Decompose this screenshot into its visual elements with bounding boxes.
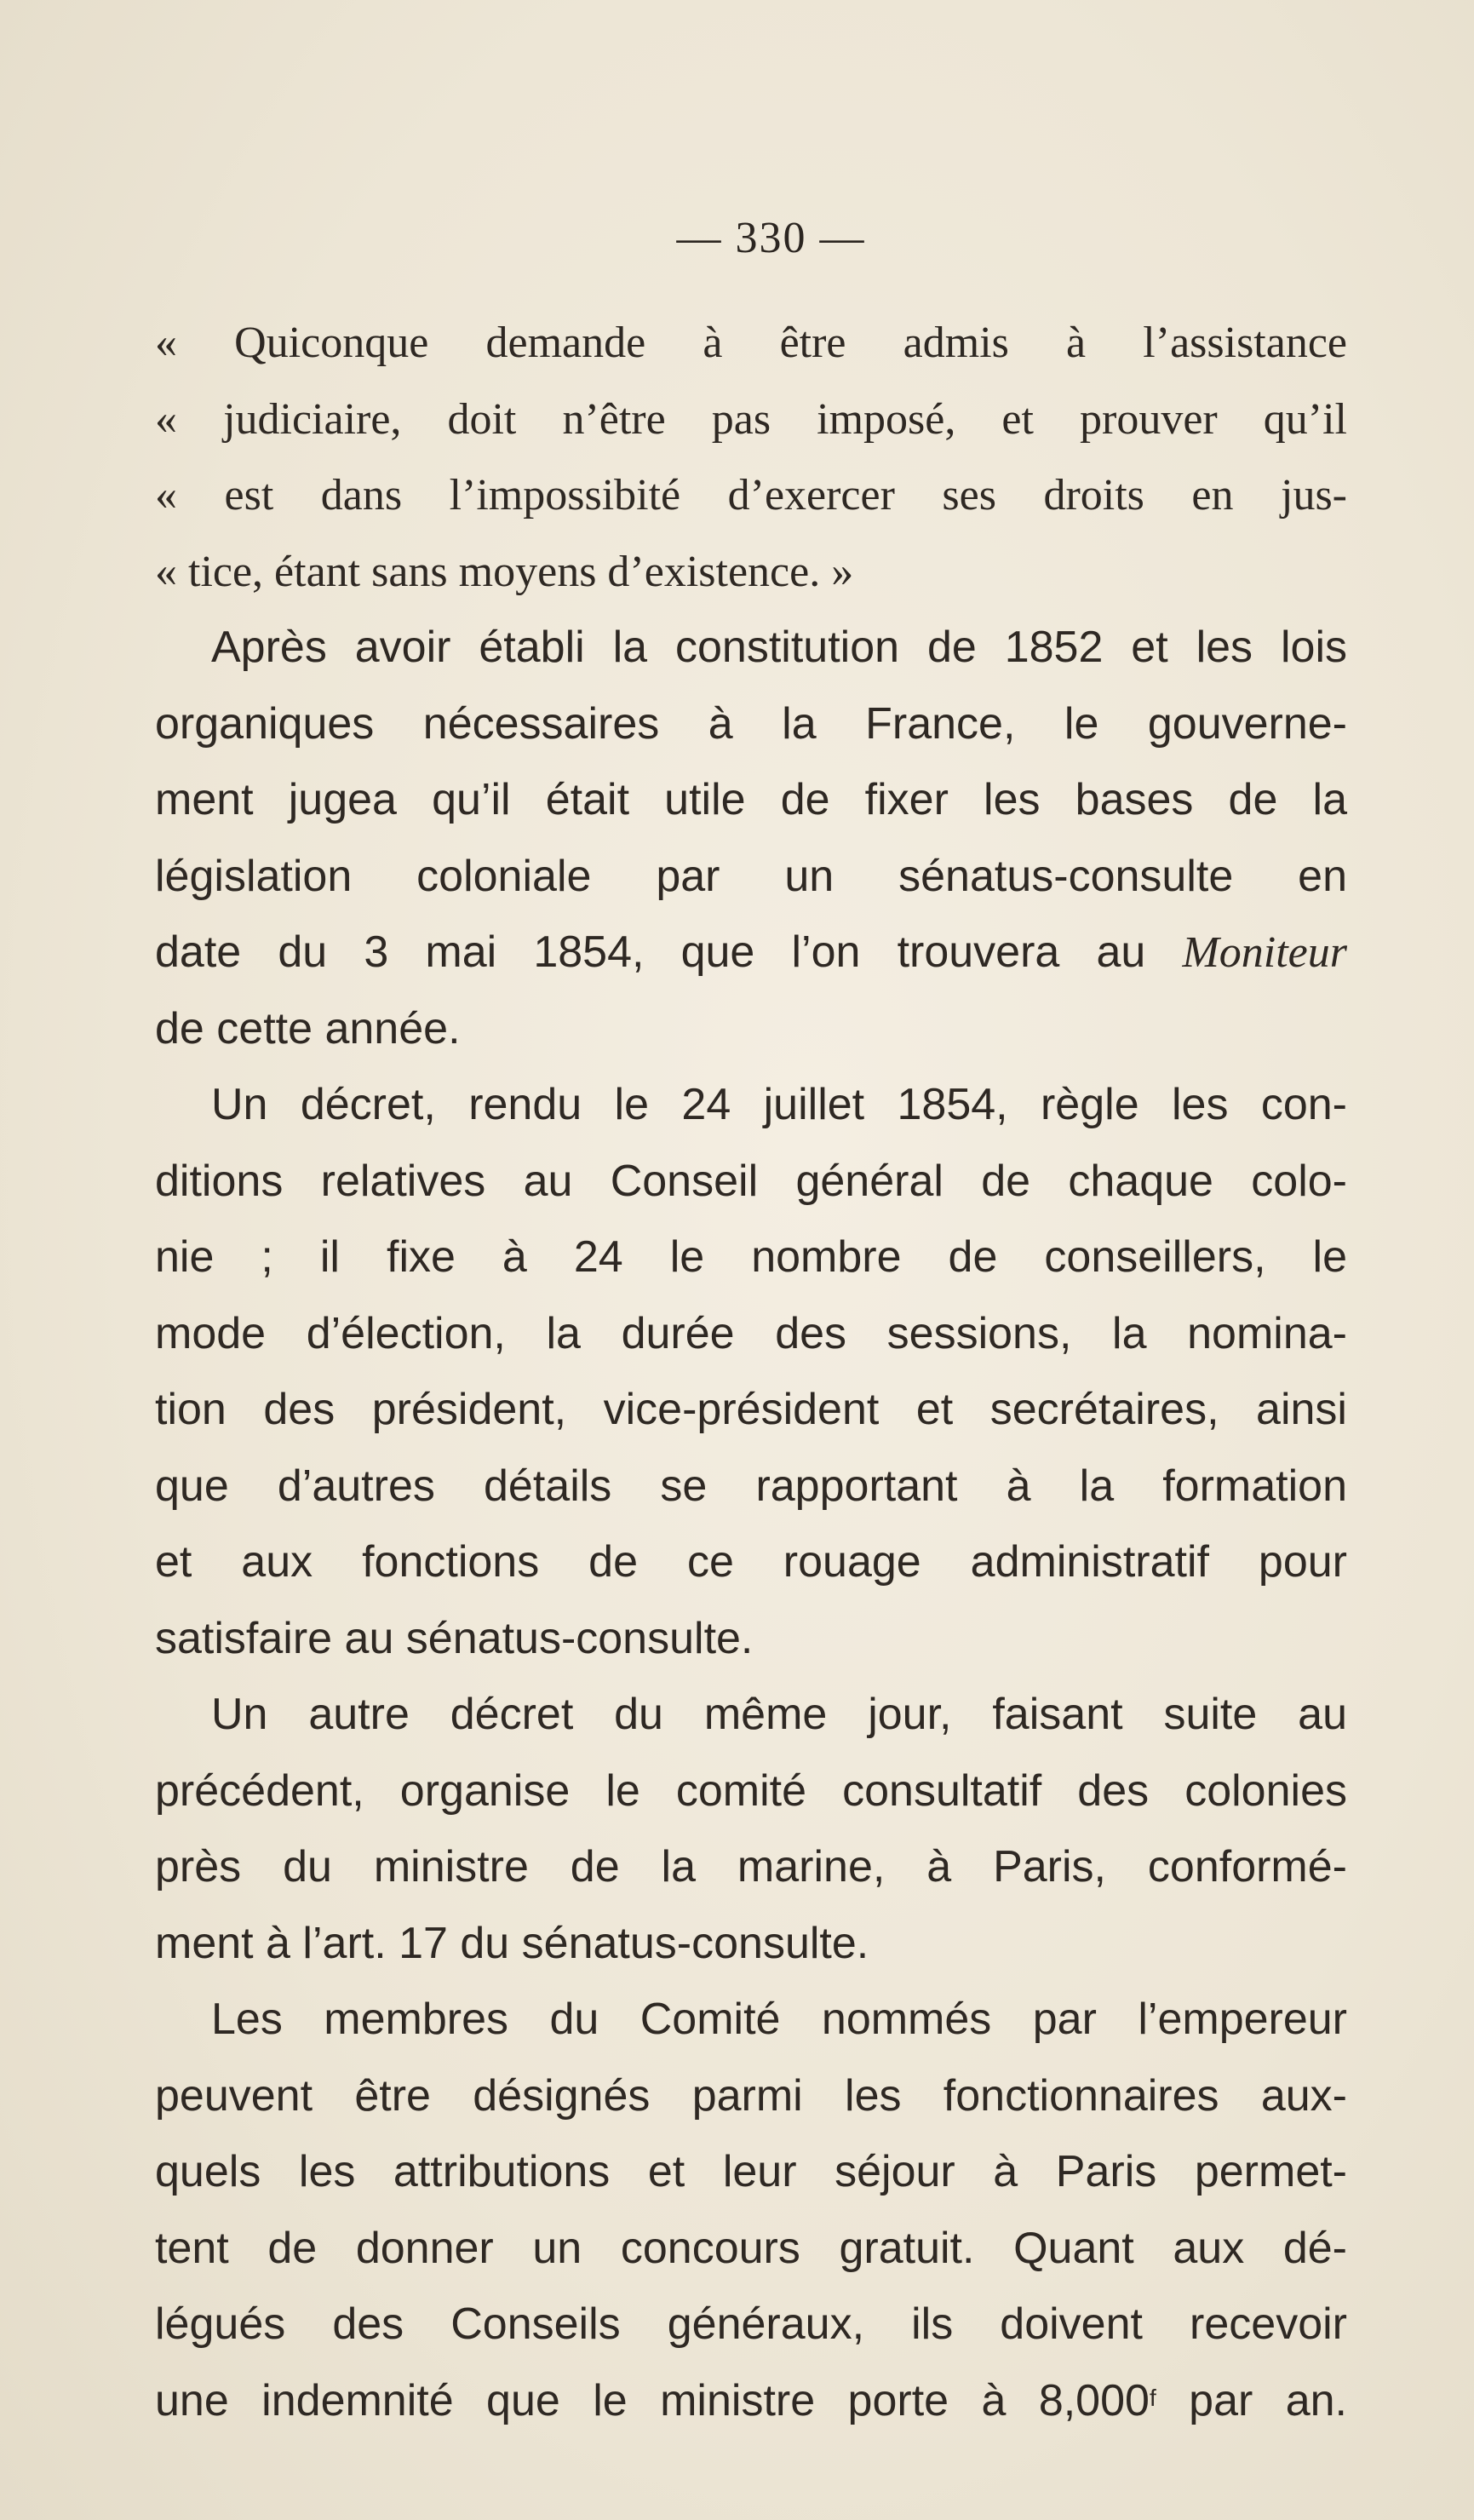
text-line: précédent, organise le comité consultatif des colonies [155,1765,1347,1816]
text-line: peuvent être désignés parmi les fonctionnaires aux- [155,2070,1347,2121]
text-line: « Quiconque demande à être admis à l’assistance [155,319,1347,367]
paragraph-start-line: Un autre décret du même jour, faisant suite au [211,1690,1347,1739]
text-line: organiques nécessaires à la France, le gouverne- [155,698,1347,749]
paragraph-start-line: Les membres du Comité nommés par l’empereur [211,1995,1347,2044]
text-line: « est dans l’impossibité d’exercer ses droits en jus- [155,471,1347,519]
text-line: « judiciaire, doit n’être pas imposé, et prouver qu’il [155,394,1347,444]
paragraph-start-line: Un décret, rendu le 24 juillet 1854, règle les con- [211,1080,1347,1129]
text-line: une indemnité que le ministre porte à 8,000$^f$ par an. [155,2375,1348,2425]
page-number: — 330 — [676,214,866,262]
text-line: quels les attributions et leur séjour à Paris permet- [155,2147,1347,2196]
text-line: près du ministre de la marine, à Paris, conformé- [155,1842,1347,1891]
currency-superscript: f [1149,2384,1156,2411]
text-line: législation coloniale par un sénatus-consulte en [155,851,1347,901]
text-line: « tice, étant sans moyens d’existence. » [155,547,854,596]
text-line: date du 3 mai 1854, que l’on trouvera au Moniteur [155,927,1347,977]
text-line: satisfaire au sénatus-consulte. [155,1613,754,1663]
text-line: tent de donner un concours gratuit. Quant aux dé- [155,2223,1347,2273]
text-line: ment jugea qu’il était utile de fixer les bases de la [155,775,1347,824]
text-line: ment à l’art. 17 du sénatus-consulte. [155,1918,869,1968]
text-line: mode d’élection, la durée des sessions, la nomina- [155,1308,1347,1358]
body-text [155,305,1347,2439]
paragraph-start-line: Après avoir établi la constitution de 1852 et les lois [211,623,1347,672]
text-line: et aux fonctions de ce rouage administratif pour [155,1537,1347,1587]
text-line: ditions relatives au Conseil général de chaque colo- [155,1156,1347,1206]
text-line: que d’autres détails se rapportant à la formation [155,1461,1347,1511]
text-line: légués des Conseils généraux, ils doivent recevoir [155,2299,1347,2349]
text-line: nie ; il fixe à 24 le nombre de conseillers, le [155,1232,1347,1282]
moniteur-title: Moniteur [1182,928,1347,977]
text-line: tion des président, vice-président et secrétaires, ainsi [155,1385,1347,1434]
text-line: de cette année. [155,1003,461,1053]
